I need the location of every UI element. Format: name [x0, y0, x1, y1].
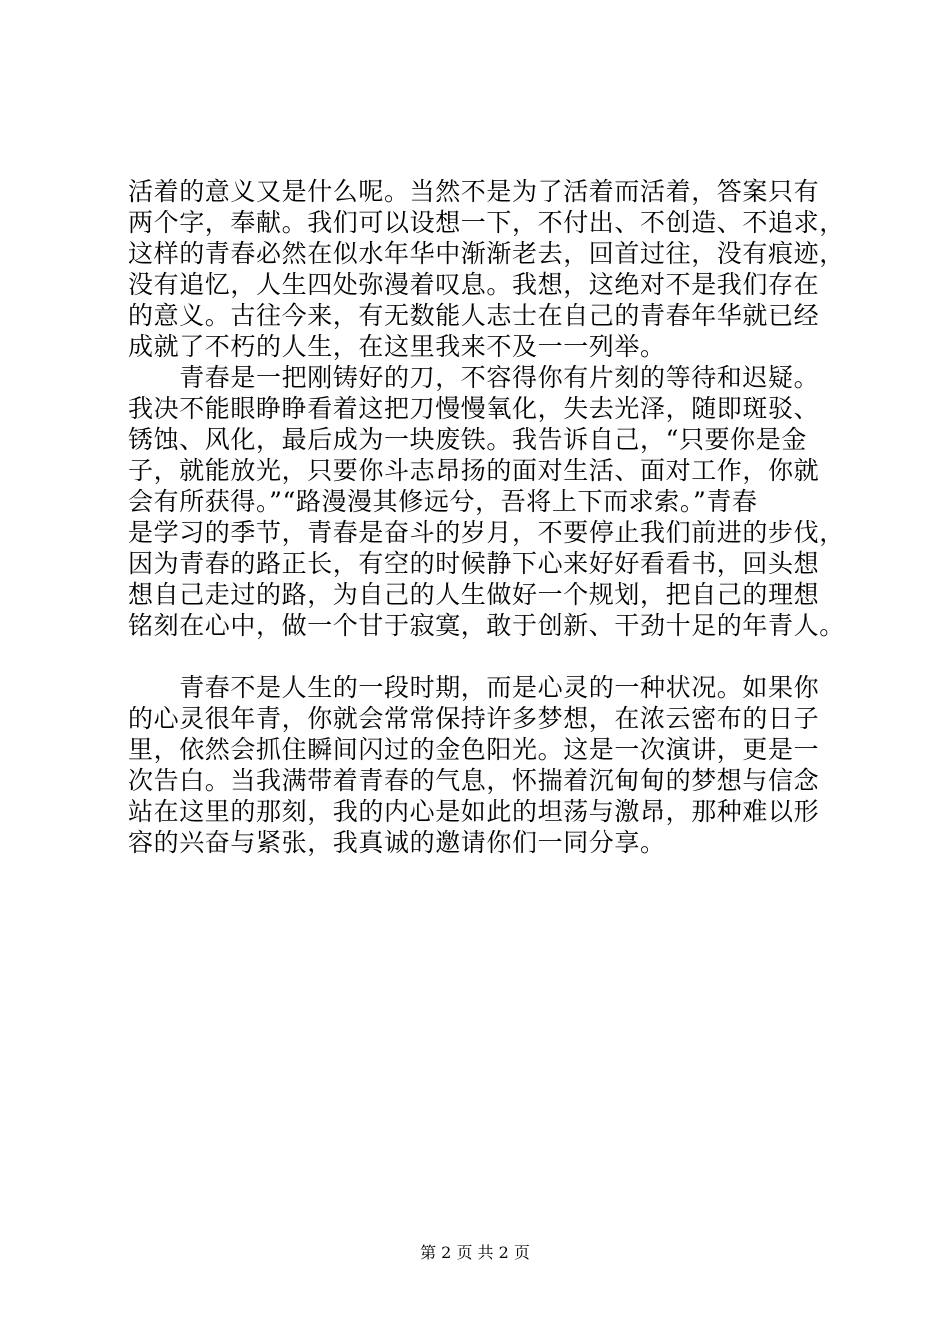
- text-line: 没有追忆，人生四处弥漫着叹息。我想，这绝对不是我们存在: [128, 270, 820, 299]
- text-line: 的意义。古往今来，有无数能人志士在自己的青春年华就已经: [128, 301, 820, 330]
- text-line: 次告白。当我满带着青春的气息，怀揣着沉甸甸的梦想与信念: [128, 766, 820, 795]
- paragraph-gap: [128, 641, 848, 672]
- text-line: 想自己走过的路，为自己的人生做好一个规划，把自己的理想: [128, 580, 820, 609]
- text-line: 锈蚀、风化，最后成为一块废铁。我告诉自己，“只要你是金: [128, 425, 807, 454]
- text-line: 因为青春的路正长，有空的时候静下心来好好看看书，回头想: [128, 549, 820, 578]
- page-number-footer: 第 2 页 共 2 页: [420, 1243, 530, 1262]
- text-line: 是学习的季节，青春是奋斗的岁月，不要停止我们前进的步伐，: [128, 518, 845, 547]
- text-line: 我决不能眼睁睁看着这把刀慢慢氧化，失去光泽，随即斑驳、: [128, 394, 820, 423]
- text-line: 青春是一把刚铸好的刀，不容得你有片刻的等待和迟疑。: [128, 363, 820, 392]
- text-line: 活着的意义又是什么呢。当然不是为了活着而活着，答案只有: [128, 177, 820, 206]
- text-line: 站在这里的那刻，我的内心是如此的坦荡与激昂，那种难以形: [128, 797, 820, 826]
- body-text: [128, 176, 848, 858]
- text-line: 铭刻在心中，做一个甘于寂寞，敢于创新、干劲十足的年青人。: [128, 611, 845, 640]
- text-line: 容的兴奋与紧张，我真诚的邀请你们一同分享。: [128, 828, 666, 857]
- text-line: 会有所获得。”“路漫漫其修远兮，吾将上下而求索。”青春: [128, 487, 758, 516]
- text-line: 的心灵很年青，你就会常常保持许多梦想，在浓云密布的日子: [128, 704, 820, 733]
- text-line: 里，依然会抓住瞬间闪过的金色阳光。这是一次演讲，更是一: [128, 735, 820, 764]
- text-line: 青春不是人生的一段时期，而是心灵的一种状况。如果你: [128, 673, 820, 702]
- text-line: 这样的青春必然在似水年华中渐渐老去，回首过往，没有痕迹，: [128, 239, 845, 268]
- text-line: 两个字，奉献。我们可以设想一下，不付出、不创造、不追求，: [128, 208, 845, 237]
- text-line: 子，就能放光，只要你斗志昂扬的面对生活、面对工作，你就: [128, 456, 820, 485]
- text-line: 成就了不朽的人生，在这里我来不及一一列举。: [128, 332, 666, 361]
